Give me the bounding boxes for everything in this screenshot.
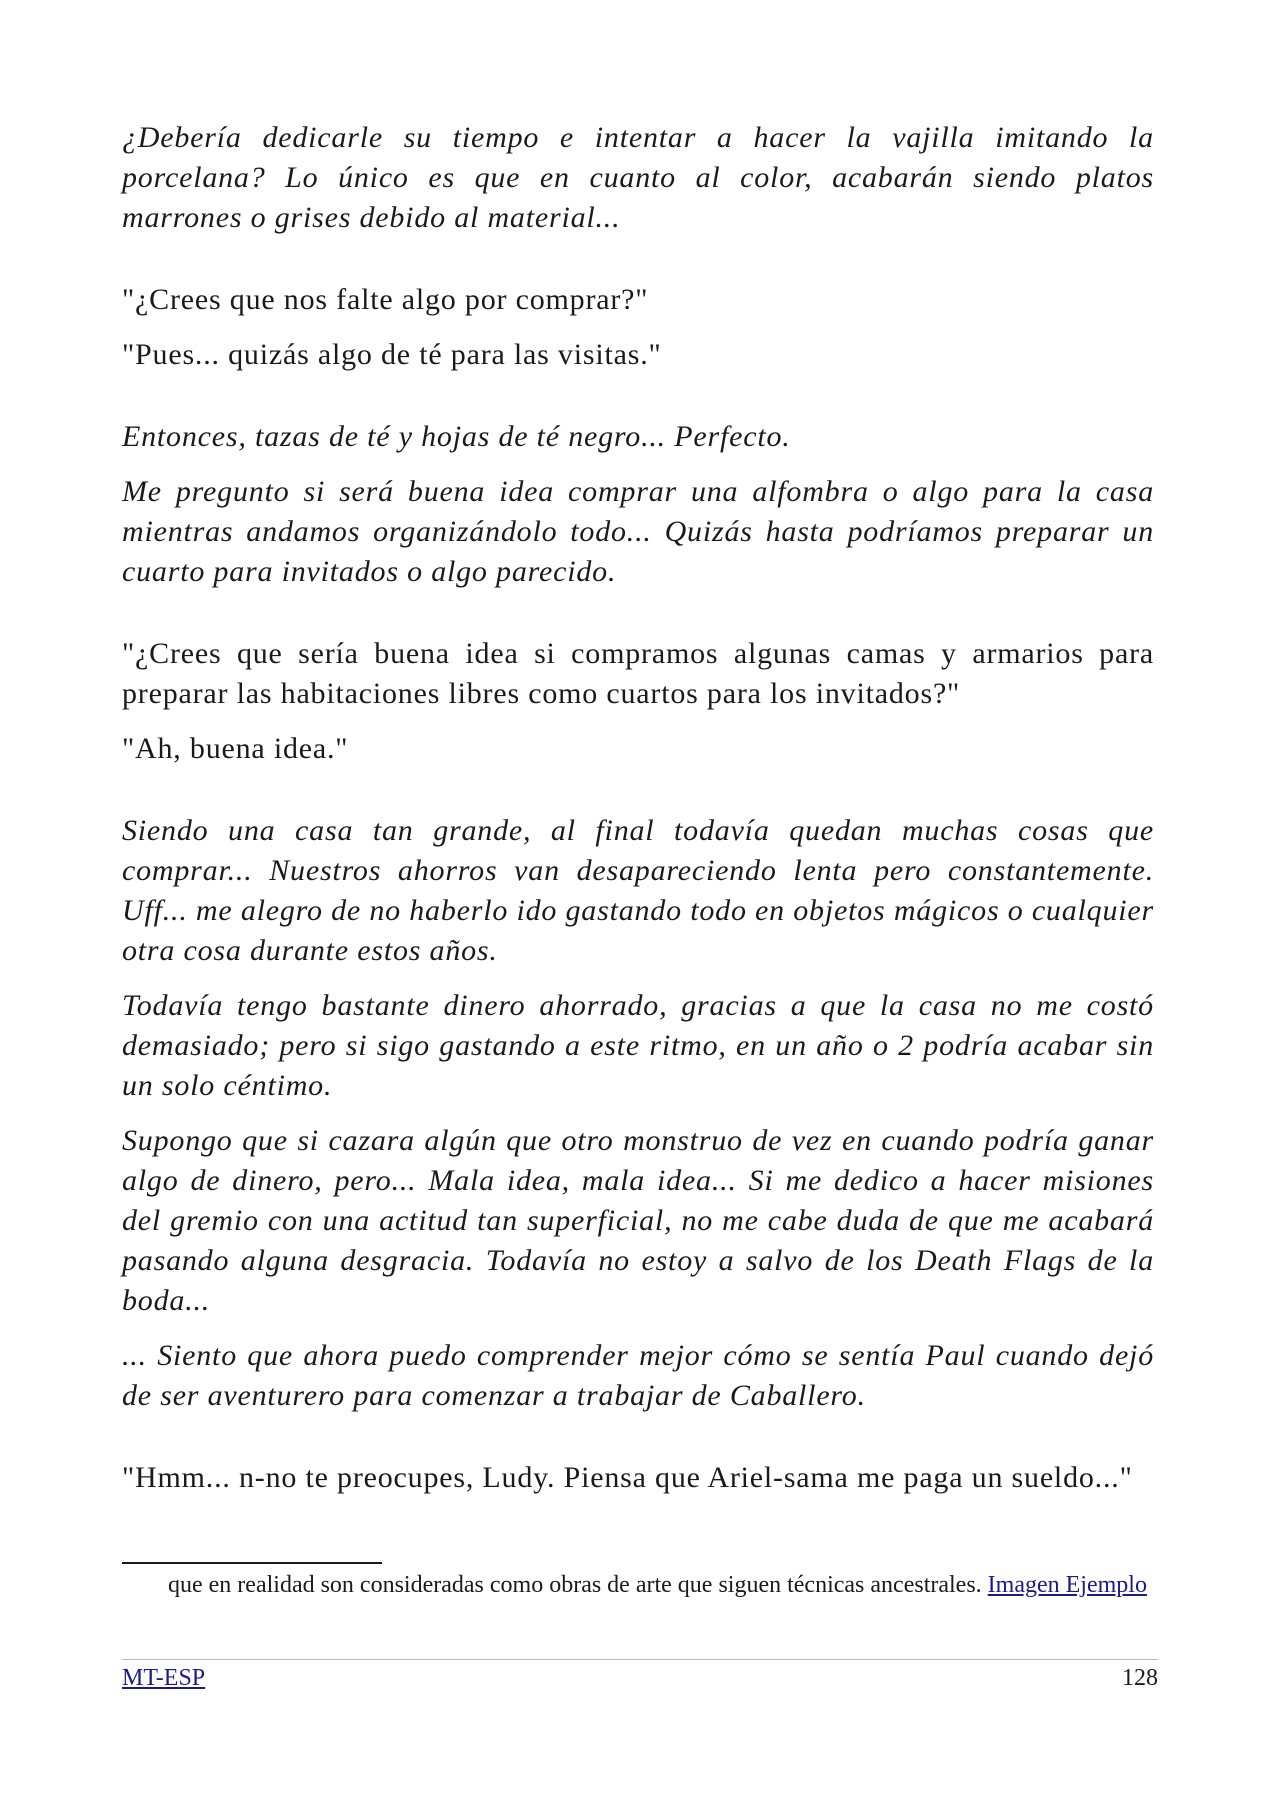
narration-paragraph: ¿Debería dedicarle su tiempo e intentar a hacer la vajilla imitando la porcelana? Lo único es que en cuanto al color, acabarán siendo platos marrones o grises debido al material...: [122, 121, 1154, 234]
dialogue-line: "¿Crees que nos falte algo por comprar?": [122, 283, 649, 316]
footnote-image-link[interactable]: Imagen Ejemplo: [987, 1572, 1147, 1598]
dialogue-line: "Hmm... n-no te preocupes, Ludy. Piensa que Ariel-sama me paga un sueldo...": [122, 1461, 1133, 1494]
footnote-text: que en realidad son consideradas como obras de arte que siguen técnicas ancestrales.: [168, 1572, 988, 1598]
dialogue-line: "Ah, buena idea.": [122, 732, 349, 765]
footer-source-link[interactable]: MT-ESP: [122, 1665, 206, 1691]
narration-paragraph: Todavía tengo bastante dinero ahorrado, gracias a que la casa no me costó demasiado; pero si sigo gastando a este ritmo, en un año o 2 podría acabar sin un solo céntimo.: [122, 989, 1154, 1102]
narration-paragraph: Entonces, tazas de té y hojas de té negro... Perfecto.: [122, 420, 791, 453]
narration-paragraph: Me pregunto si será buena idea comprar una alfombra o algo para la casa mientras andamos organizándolo todo... Quizás hasta podríamos preparar un cuarto para invitados o algo parecido.: [122, 475, 1154, 588]
narration-paragraph: Siendo una casa tan grande, al final todavía quedan muchas cosas que comprar... Nuestros ahorros van desapareciendo lenta pero constantemente. Uff... me alegro de no haberlo ido gastando todo en objetos mágicos o cualquier otra cosa durante estos años.: [122, 814, 1154, 967]
narration-paragraph: ... Siento que ahora puedo comprender mejor cómo se sentía Paul cuando dejó de ser aventurero para comenzar a trabajar de Caballero.: [122, 1339, 1154, 1412]
dialogue-line: "Pues... quizás algo de té para las visitas.": [122, 338, 662, 371]
footer-divider: [122, 1659, 1158, 1660]
dialogue-line: "¿Crees que sería buena idea si compramos algunas camas y armarios para preparar las habitaciones libres como cuartos para los invitados?": [122, 637, 1154, 710]
page-number: 128: [1122, 1665, 1158, 1691]
footnote-divider: [122, 1562, 382, 1564]
narration-paragraph: Supongo que si cazara algún que otro monstruo de vez en cuando podría ganar algo de dinero, pero... Mala idea, mala idea... Si me dedico a hacer misiones del gremio con una actitud tan superficial, no me cabe duda de que me acabará pasando alguna desgracia. Todavía no estoy a salvo de los Death Flags de la boda...: [122, 1124, 1154, 1317]
footnote: [168, 1570, 1158, 1600]
page-body: [122, 118, 1154, 1498]
